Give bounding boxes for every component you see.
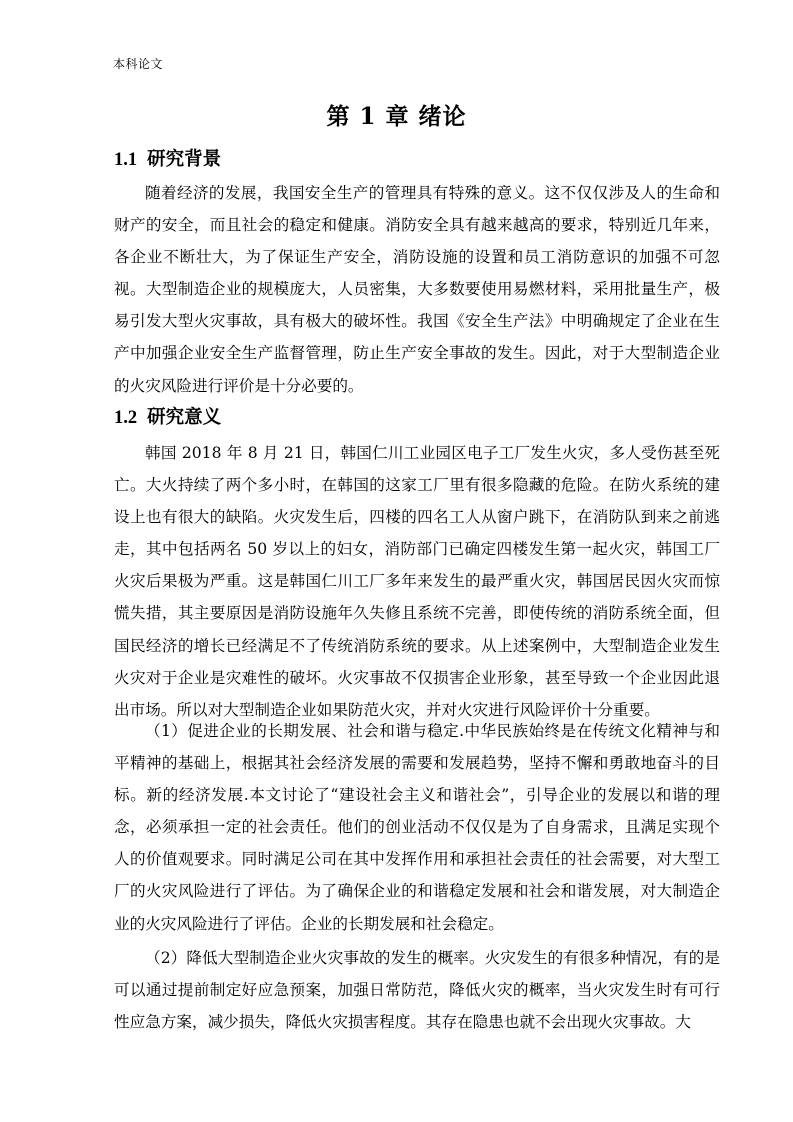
section-heading-1-1	[114, 145, 221, 171]
paragraph-korea-fire-case: 韩国 2018 年 8 月 21 日，韩国仁川工业园区电子工厂发生火灾，多人受伤甚至死亡。大火持续了两个多小时，在韩国的这家工厂里有很多隐藏的危险。在防火系统的建设上也有很大的缺陷。火灾发生后，四楼的四名工人从窗户跳下，在消防队到来之前逃走，其中包括两名 50 岁以上的妇女，消防部门已确定四楼发生第一起火灾，韩国工厂火灾后果极为严重。这是韩国仁川工厂多年来发生的最严重火灾，韩国居民因火灾而惊慌失措，其主要原因是消防设施年久失修且系统不完善，即使传统的消防系统全面，但国民经济的增长已经满足不了传统消防系统的要求。从上述案例中，大型制造企业发生火灾对于企业是灾难性的破坏。火灾事故不仅损害企业形象，甚至导致一个企业因此退出市场。所以对大型制造企业如果防范火灾，并对火灾进行风险评价十分重要。	[114, 444, 720, 719]
paragraph-point-2: （2）降低大型制造企业火灾事故的发生的概率。火灾发生的有很多种情况，有的是可以通过提前制定好应急预案，加强日常防范，降低火灾的概率，当火灾发生时有可行性应急方案，减少损失，降低火灾损害程度。其存在隐患也就不会出现火灾事故。大	[114, 949, 720, 1032]
section-heading-1-2	[114, 403, 221, 429]
section-number: 1.2	[114, 408, 138, 428]
section-title: 研究意义	[147, 407, 222, 428]
section-number: 1.1	[114, 150, 138, 170]
section-title: 研究背景	[147, 149, 222, 170]
chapter-title: 第 1 章 绪论	[326, 103, 467, 130]
running-header: 本科论文	[113, 57, 164, 71]
paragraph-research-background: 随着经济的发展，我国安全生产的管理具有特殊的意义。这不仅仅涉及人的生命和财产的安全，而且社会的稳定和健康。消防安全具有越来越高的要求，特别近几年来，各企业不断壮大，为了保证生产安全，消防设施的设置和员工消防意识的加强不可忽视。大型制造企业的规模庞大，人员密集，大多数要使用易燃材料，采用批量生产，极易引发大型火灾事故，具有极大的破坏性。我国《安全生产法》中明确规定了企业在生产中加强企业安全生产监督管理，防止生产安全事故的发生。因此，对于大型制造企业的火灾风险进行评价是十分必要的。	[114, 184, 720, 395]
paragraph-point-1: （1）促进企业的长期发展、社会和谐与稳定.中华民族始终是在传统文化精神与和平精神的基础上，根据其社会经济发展的需要和发展趋势，坚持不懈和勇敢地奋斗的目标。新的经济发展.本文讨论了“建设社会主义和谐社会”，引导企业的发展以和谐的理念，必须承担一定的社会责任。他们的创业活动不仅仅是为了自身需求，且满足实现个人的价值观要求。同时满足公司在其中发挥作用和承担社会责任的社会需要，对大型工厂的火灾风险进行了评估。为了确保企业的和谐稳定发展和社会和谐发展，对大制造企业的火灾风险进行了评估。企业的长期发展和社会稳定。	[114, 722, 720, 933]
